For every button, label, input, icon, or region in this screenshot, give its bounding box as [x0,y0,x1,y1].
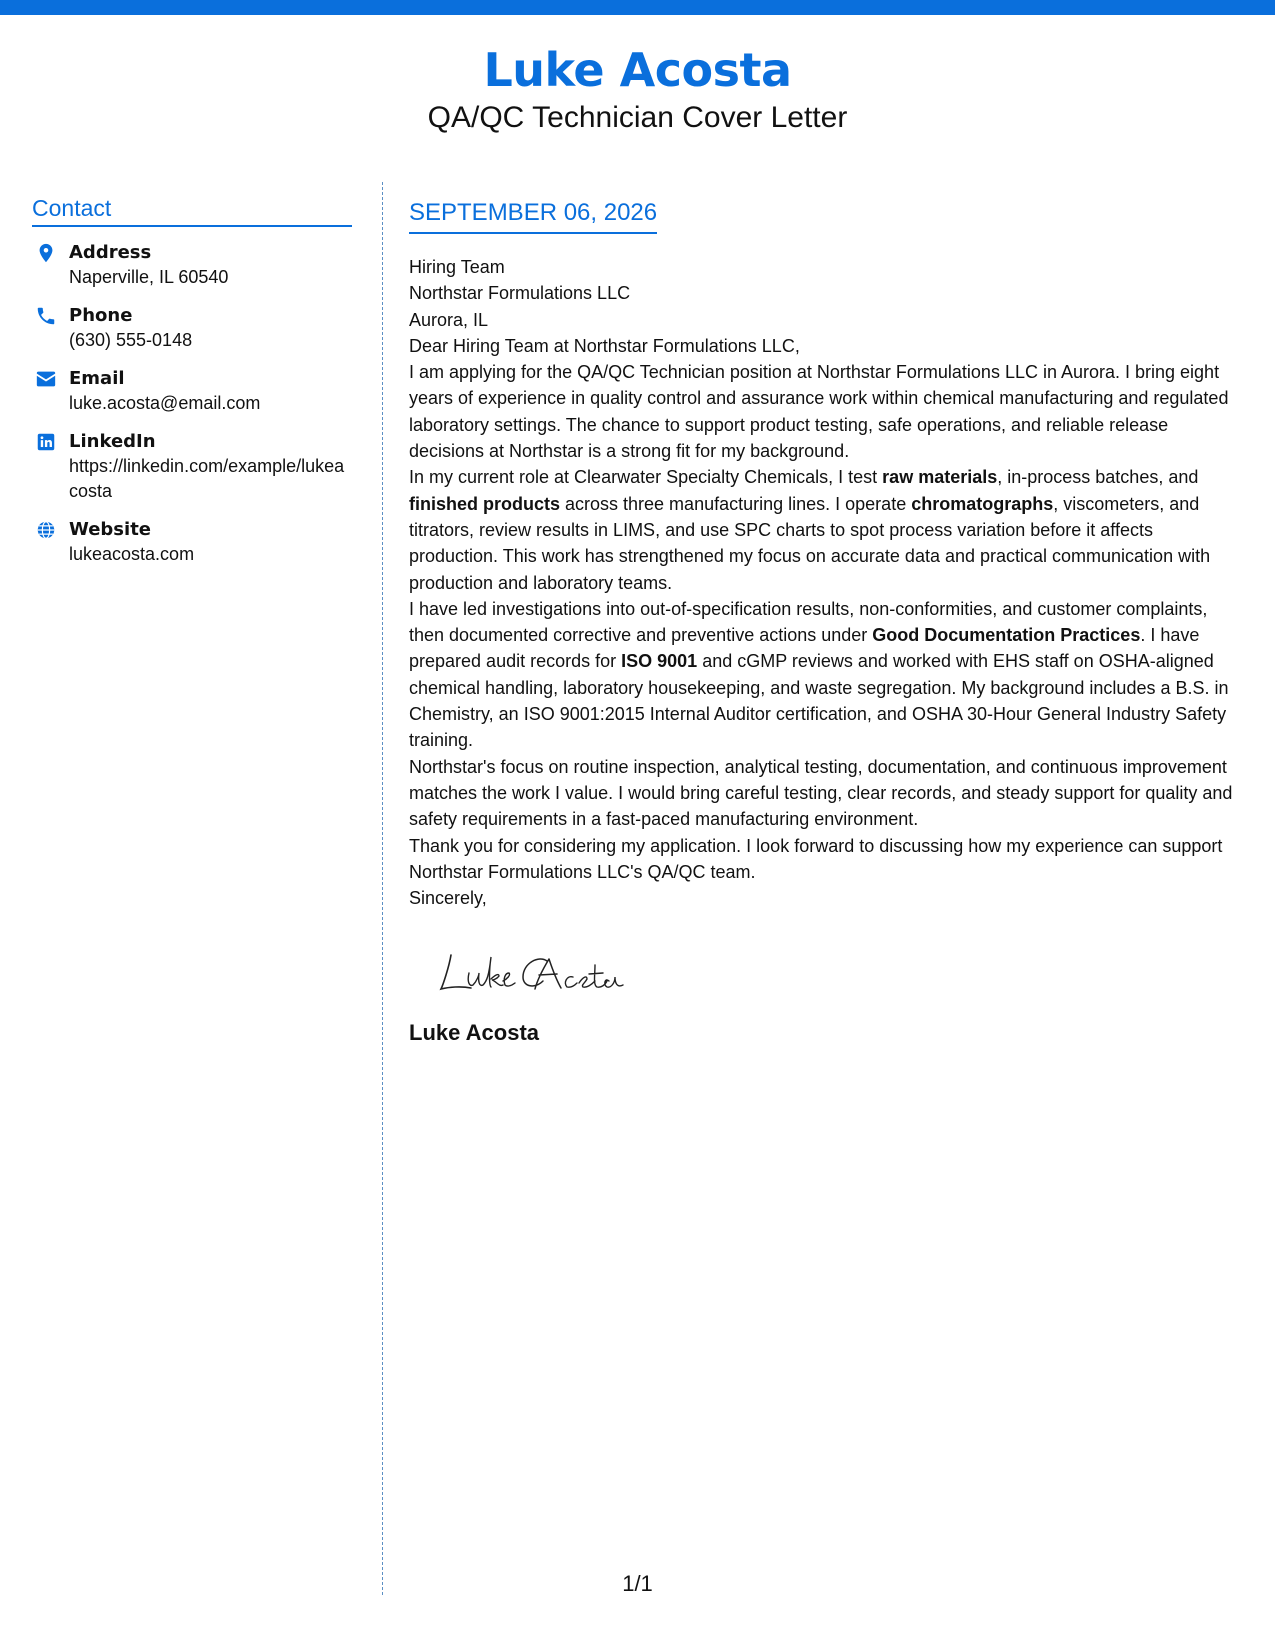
contact-phone: (630) 555-0148 [69,330,193,350]
contact-label: Address [69,242,152,263]
contact-item-linkedin [32,430,352,504]
contact-item-email [32,367,352,416]
body-paragraph-1: I am applying for the QA/QC Technician position at Northstar Formulations LLC in Aurora. I bring eight years of experience in quality control and assurance work within chemical manufacturing and regulated laboratory settings. The chance to support product testing, safe operations, and reliable release decisions at Northstar is a strong fit for my background. [409,362,1229,462]
contact-address: Naperville, IL 60540 [69,267,229,287]
highlight: chromatographs [911,493,1054,514]
body-paragraph-2: In my current role at Clearwater Specialty Chemicals, I test raw materials, in-process batches, and finished products across three manufacturing lines. I operate chromatographs, viscometers, and titrators, review results in LIMS, and use SPC charts to spot process variation before it affects production. This work has strengthened my focus on accurate data and practical communication with production and laboratory teams. [409,467,1211,593]
contact-label: Website [69,519,152,540]
page-header [0,42,1275,136]
contact-label: Phone [69,305,133,326]
contact-label: Email [69,368,125,389]
closing: Sincerely, [409,888,487,909]
recipient-line: Hiring Team [409,257,505,277]
contact-item-address [32,241,352,290]
highlight: finished products [409,493,561,514]
handwritten-signature [439,941,649,1001]
contact-website[interactable]: lukeacosta.com [69,544,195,564]
salutation: Dear Hiring Team at Northstar Formulations LLC, [409,335,800,356]
top-accent-bar [0,0,1275,15]
globe-icon [35,519,57,541]
recipient-company: Northstar Formulations LLC [409,283,631,304]
contact-email[interactable]: luke.acosta@email.com [69,393,261,413]
contact-linkedin[interactable]: https://linkedin.com/example/lukeacosta [69,456,345,501]
letter-body [409,198,1239,1047]
document-subtitle: QA/QC Technician Cover Letter [427,101,848,134]
letter-date: SEPTEMBER 06, 2026 [409,198,657,234]
linkedin-icon [35,431,57,453]
highlight: Good Documentation Practices [872,625,1141,646]
signer-name: Luke Acosta [409,1020,540,1046]
contact-heading: Contact [32,194,352,227]
contact-item-website [32,518,352,567]
recipient-block [409,254,1239,307]
highlight: ISO 9001 [621,651,698,672]
applicant-name: Luke Acosta [483,43,792,97]
envelope-icon [35,368,57,390]
contact-sidebar [32,194,352,567]
column-divider [382,182,383,1595]
page-number: 1/1 [622,1571,653,1596]
body-paragraph-3: I have led investigations into out-of-specification results, non-conformities, and customer complaints, then documented corrective and preventive actions under Good Documentation Practices. I have prepared audit records for ISO 9001 and cGMP reviews and worked with EHS staff on OSHA-aligned chemical handling, laboratory housekeeping, and waste segregation. My background includes a B.S. in Chemistry, an ISO 9001:2015 Internal Auditor certification, and OSHA 30-Hour General Industry Safety training. [409,598,1229,751]
phone-icon [35,305,57,327]
contact-item-phone [32,304,352,353]
highlight: raw materials [882,467,998,488]
recipient-city: Aurora, IL [409,309,489,330]
location-pin-icon [35,242,57,264]
body-paragraph-5: Thank you for considering my application. I look forward to discussing how my experience can support Northstar Formulations LLC's QA/QC team. [409,835,1223,882]
body-paragraph-4: Northstar's focus on routine inspection, analytical testing, documentation, and continuous improvement matches the work I value. I would bring careful testing, clear records, and steady support for quality and safety requirements in a fast-paced manufacturing environment. [409,756,1233,830]
contact-label: LinkedIn [69,431,156,452]
